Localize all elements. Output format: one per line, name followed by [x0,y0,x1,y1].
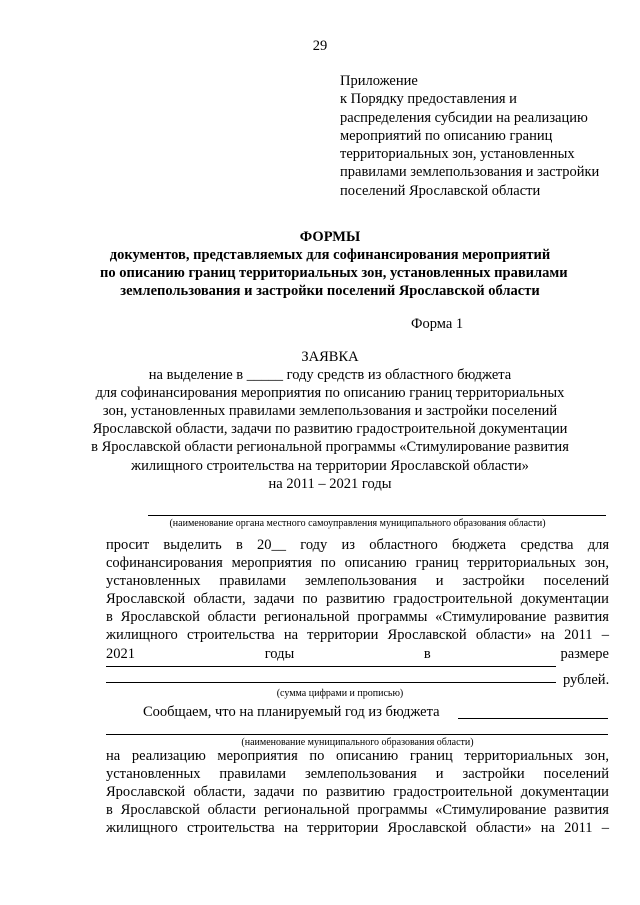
appendix-line: к Порядку предоставления и [340,91,517,108]
word: для [587,537,609,553]
word: области [207,609,257,626]
word: в [235,537,243,553]
word: 2021 [106,645,135,662]
word: областного [369,537,438,553]
word: установленных [106,766,201,783]
application-line: для софинансирования мероприятия по описанию границ территориальных [95,385,565,402]
purpose-paragraph [106,747,609,837]
paragraph-line [106,747,609,765]
word: и [435,573,444,590]
word: установленных [106,573,201,590]
word: поселений [543,766,609,783]
word: землепользования [305,766,417,783]
word: на [283,627,299,644]
document-title [100,228,568,300]
word: области [207,802,257,819]
application-line: Ярославской области, задачи по развитию градостроительной документации [92,421,568,438]
application-line: на 2011 – 2021 годы [268,475,392,492]
word: – [601,627,609,644]
word: по [302,591,318,608]
appendix-line: правилами землепользования и застройки [340,164,600,181]
application-line: жилищного строительства на территории Ярославской области» [131,457,529,474]
word: градостроительной [393,784,513,801]
application-line: в Ярославской области региональной программы «Стимулирование развития [91,439,569,456]
word: землепользования [305,573,417,590]
word: территориальных [464,748,574,764]
word: жилищного [106,627,178,644]
title-line: по описанию границ территориальных зон, установленных правилами [100,265,568,281]
word: мероприятия [231,555,312,572]
paragraph-line [106,572,609,590]
word: Ярославской [387,627,467,644]
title-line: документов, представляемых для софинансирования мероприятий [109,247,551,263]
word: развитию [325,784,385,801]
word: на [283,820,299,837]
paragraph-line [106,765,609,783]
word: развития [554,609,609,626]
paragraph-line [106,819,609,837]
word: застройки [462,766,525,783]
application-line: зон, установленных правилами землепользования и застройки поселений [102,403,558,420]
appendix-line: поселений Ярославской области [340,182,541,199]
word: и [435,766,444,783]
word: территориальных [467,555,576,572]
word: региональной [263,609,350,626]
word: территории [307,627,379,644]
word: «Стимулирование [435,609,547,626]
word: средства [520,537,574,553]
word: Ярославской [106,784,186,801]
word: программы [357,609,428,626]
word: области, [193,591,246,608]
word: строительства [186,627,275,644]
word: 2011 [564,627,593,644]
word: году [300,537,328,553]
word: Ярославской [120,609,200,626]
word: правилами [219,573,287,590]
word: зон, [584,748,609,764]
word: на [540,627,555,644]
page-number: 29 [312,38,328,54]
word: поселений [543,573,609,590]
application-heading [80,348,580,493]
appendix-line: распределения субсидии на реализацию [340,109,588,126]
mo-name-line [106,734,608,735]
rubles-label: рублей. [563,672,610,688]
word: региональной [263,802,350,819]
word: Ярославской [106,591,186,608]
appendix-line: территориальных зон, установленных [340,146,575,163]
paragraph-line [106,801,609,819]
word: области» [475,820,532,837]
word: области» [475,627,532,644]
word: зон, [584,555,609,572]
word: Ярославской [387,820,467,837]
word: на [540,820,555,837]
word: по [320,555,336,572]
word: Ярославской [120,802,200,819]
word: по [302,784,318,801]
appendix-block [340,72,630,200]
appendix-line: мероприятий по описанию границ [340,127,553,144]
paragraph-line [106,536,609,554]
word: в [106,802,113,819]
word: «Стимулирование [435,802,547,819]
word: из [341,537,356,553]
word: программы [357,802,428,819]
application-line: на выделение в _____ году средств из областного бюджета [148,367,512,384]
paragraph-line [106,554,609,572]
form-label: Форма 1 [411,316,464,332]
title-line: ФОРМЫ [299,229,361,245]
caption-org: (наименование органа местного самоуправления муниципального образования области) [169,518,546,529]
report-text: Сообщаем, что на планируемый год из бюджета [143,704,440,720]
word: 2011 [564,820,593,837]
word: в [423,645,431,662]
request-paragraph [106,536,609,663]
word: задачи [253,591,295,608]
word: правилами [219,766,287,783]
paragraph-line [106,590,609,608]
word: размере [560,645,609,662]
word: выделить [163,537,222,553]
paragraph-line [106,783,609,801]
word: жилищного [106,820,178,837]
application-line: ЗАЯВКА [301,349,359,365]
word: бюджета [452,537,507,553]
amount-line-1 [106,666,556,667]
word: в [106,609,113,626]
amount-line-2 [106,682,556,683]
paragraph-line [106,645,609,663]
caption-mo: (наименование муниципального образования области) [241,737,474,748]
word: 20__ [257,537,287,553]
word: мероприятия [217,748,298,764]
paragraph-line [106,608,609,626]
word: застройки [462,573,525,590]
paragraph-line [106,626,609,644]
report-blank-line [458,718,608,719]
word: на [106,748,121,764]
word: границ [415,555,459,572]
word: описанию [344,555,407,572]
word: годы [264,645,295,662]
appendix-line: Приложение [340,73,418,89]
word: территории [307,820,379,837]
word: – [601,820,609,837]
word: просит [106,537,150,553]
word: софинансирования [106,555,223,572]
word: задачи [253,784,295,801]
word: документации [520,784,609,801]
word: строительства [186,820,275,837]
word: границ [409,748,453,764]
word: градостроительной [393,591,513,608]
word: развитию [325,591,385,608]
word: описанию [336,748,399,764]
word: развития [554,802,609,819]
title-line: землепользования и застройки поселений Ярославской области [120,283,540,299]
word: документации [520,591,609,608]
org-name-line [148,515,606,516]
word: области, [193,784,246,801]
caption-sum: (сумма цифрами и прописью) [276,688,404,699]
word: реализацию [131,748,206,764]
word: по [309,748,325,764]
